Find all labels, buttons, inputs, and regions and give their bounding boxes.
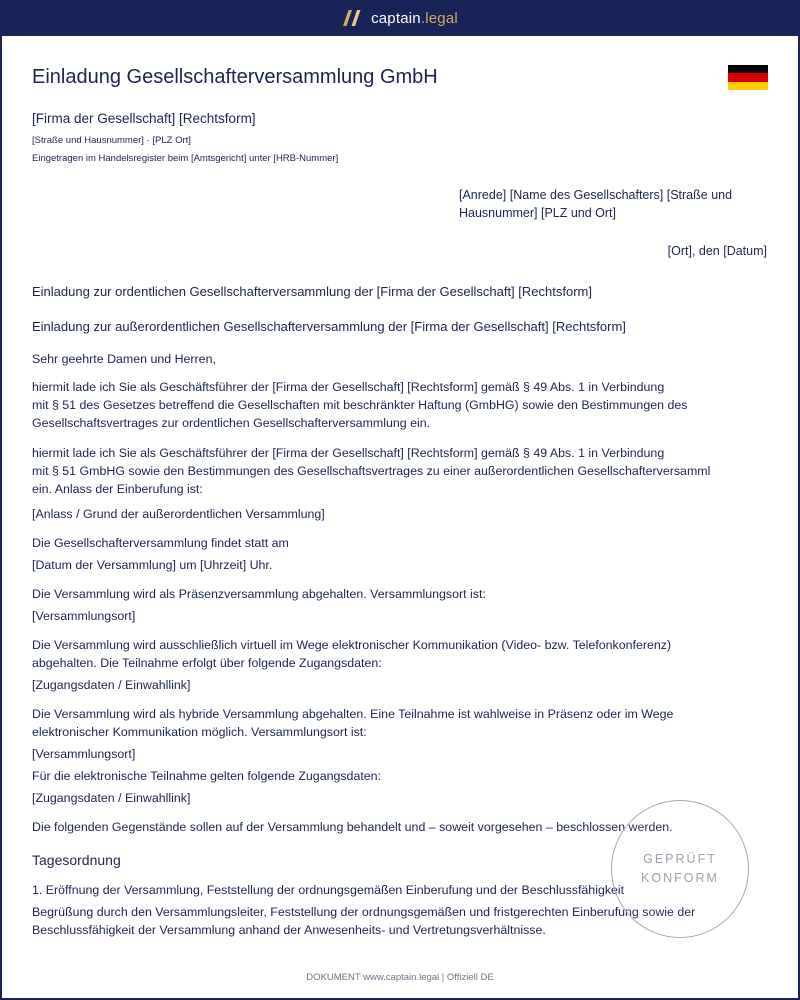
heading-ordinary-meeting: Einladung zur ordentlichen Gesellschafterversammlung der [Firma der Gesellschaft] [Rechtsform] (32, 284, 592, 299)
recipient-address: [Anrede] [Name des Gesellschafters] [Straße und Hausnummer] [PLZ und Ort] (459, 188, 733, 220)
paragraph-ordinary-line: mit § 51 des Gesetzes betreffend die Gesellschaften mit beschränkter Haftung (GmbHG) sowie den Bestimmungen des (32, 398, 688, 412)
place-date: [Ort], den [Datum] (667, 244, 767, 258)
virtual-meeting-line: Die Versammlung wird ausschließlich virtuell im Wege elektronischer Kommunikation (Video- bzw. Telefonkonferenz) (32, 638, 672, 652)
german-flag-icon[interactable] (728, 65, 768, 90)
brand-wordmark: captain.legal (371, 9, 458, 27)
company-register: Eingetragen im Handelsregister beim [Amtsgericht] unter [HRB-Nummer] (32, 153, 339, 164)
hybrid-meeting-access: [Zugangsdaten / Einwahllink] (32, 791, 191, 805)
hybrid-meeting-location: [Versammlungsort] (32, 747, 136, 761)
paragraph-extraordinary-line: ein. Anlass der Einberufung ist: (32, 482, 203, 496)
agenda-subjects-text: Die folgenden Gegenstände sollen auf der Versammlung behandelt und – soweit vorgesehen – beschlossen werden. (32, 820, 673, 834)
virtual-meeting-access: [Zugangsdaten / Einwahllink] (32, 678, 191, 692)
heading-extraordinary-meeting: Einladung zur außerordentlichen Gesellschafterversammlung der [Firma der Gesellschaft] [Rechtsform] (32, 319, 626, 334)
stamp-line: KONFORM (641, 871, 719, 885)
presence-meeting-location: [Versammlungsort] (32, 609, 136, 623)
top-bar (0, 0, 800, 36)
hybrid-meeting-line: elektronischer Kommunikation möglich. Versammlungsort ist: (32, 725, 367, 739)
company-address: [Straße und Hausnummer] · [PLZ Ort] (32, 135, 191, 146)
company-name: [Firma der Gesellschaft] [Rechtsform] (32, 111, 256, 126)
approval-stamp (611, 800, 749, 938)
paragraph-extraordinary-line: mit § 51 GmbHG sowie den Bestimmungen des Gesellschaftsvertrages zu einer außerordentlichen Gesellschafterversamml (32, 464, 711, 478)
paragraph-ordinary-line: hiermit lade ich Sie als Geschäftsführer der [Firma der Gesellschaft] [Rechtsform] gemäß § 49 Abs. 1 in Verbindung (32, 380, 665, 394)
agenda-item-1: 1. Eröffnung der Versammlung, Feststellung der ordnungsgemäßen Einberufung und der Beschlussfähigkeit (32, 883, 625, 897)
hybrid-meeting-line: Die Versammlung wird als hybride Versammlung abgehalten. Eine Teilnahme ist wahlweise in Präsenz oder im Wege (32, 707, 674, 721)
brand-logo[interactable] (342, 9, 458, 27)
captain-logo-icon (342, 9, 362, 27)
document-title: Einladung Gesellschafterversammlung GmbH (32, 66, 438, 88)
agenda-title: Tagesordnung (32, 852, 121, 868)
agenda-item-1-description: Beschlussfähigkeit der Versammlung anhand der Anwesenheits- und Vertretungsverhältnisse. (32, 923, 546, 937)
virtual-meeting-line: abgehalten. Die Teilnahme erfolgt über folgende Zugangsdaten: (32, 656, 382, 670)
salutation: Sehr geehrte Damen und Herren, (32, 352, 216, 366)
paragraph-extraordinary-line: hiermit lade ich Sie als Geschäftsführer der [Firma der Gesellschaft] [Rechtsform] gemäß § 49 Abs. 1 in Verbindung (32, 446, 665, 460)
paragraph-ordinary-line: Gesellschaftsvertrages zur ordentlichen Gesellschafterversammlung ein. (32, 416, 431, 430)
meeting-date-time: [Datum der Versammlung] um [Uhrzeit] Uhr. (32, 558, 273, 572)
meeting-reason: [Anlass / Grund der außerordentlichen Versammlung] (32, 507, 325, 521)
document-page (2, 36, 798, 998)
agenda-item-1-description: Begrüßung durch den Versammlungsleiter, Feststellung der ordnungsgemäßen und fristgerechten Einberufung sowie der (32, 905, 696, 919)
meeting-intro: Die Gesellschafterversammlung findet statt am (32, 536, 289, 550)
document-footer: DOKUMENT www.captain.legal | Offiziell DE (306, 972, 494, 983)
stamp-line: GEPRÜFT (643, 852, 717, 866)
presence-meeting-text: Die Versammlung wird als Präsenzversammlung abgehalten. Versammlungsort ist: (32, 587, 486, 601)
hybrid-access-intro: Für die elektronische Teilnahme gelten folgende Zugangsdaten: (32, 769, 382, 783)
